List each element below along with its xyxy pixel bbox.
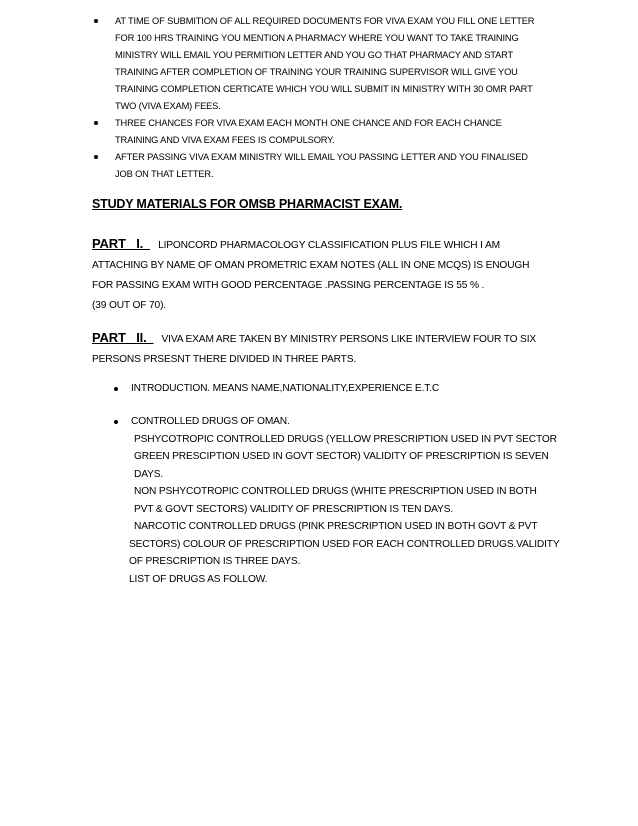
text-line: NARCOTIC CONTROLLED DRUGS (PINK PRESCRIPTION USED IN BOTH GOVT & PVT xyxy=(134,521,538,532)
text-line: INTRODUCTION. MEANS NAME,NATIONALITY,EXPERIENCE E.T.C xyxy=(131,383,440,394)
text-line: PVT & GOVT SECTORS) VALIDITY OF PRESCRIPTION IS TEN DAYS. xyxy=(134,503,454,515)
section-heading: STUDY MATERIALS FOR OMSB PHARMACIST EXAM. xyxy=(92,197,403,211)
list-item xyxy=(92,149,572,183)
text-line: THREE CHANCES FOR VIVA EXAM EACH MONTH ONE CHANCE AND FOR EACH CHANCE xyxy=(115,118,502,128)
part-one-paragraph xyxy=(92,234,572,316)
text-line: VIVA EXAM ARE TAKEN BY MINISTRY PERSONS LIKE INTERVIEW FOUR TO SIX xyxy=(161,334,537,345)
bullet-icon xyxy=(114,387,118,391)
text-line: MINISTRY WILL EMAIL YOU PERMITION LETTER AND YOU GO THAT PHARMACY AND START xyxy=(115,50,514,60)
text-line: NON PSHYCOTROPIC CONTROLLED DRUGS (WHITE PRESCRIPTION USED IN BOTH xyxy=(134,486,537,497)
text-line: TRAINING AND VIVA EXAM FEES IS COMPULSORY. xyxy=(115,135,335,145)
text-line: AT TIME OF SUBMITION OF ALL REQUIRED DOCUMENTS FOR VIVA EXAM YOU FILL ONE LETTER xyxy=(115,16,535,26)
bullet-icon xyxy=(94,155,98,159)
text-line: FOR 100 HRS TRAINING YOU MENTION A PHARMACY WHERE YOU WANT TO TAKE TRAINING xyxy=(115,33,519,43)
part-two-paragraph xyxy=(92,328,572,370)
text-line: AFTER PASSING VIVA EXAM MINISTRY WILL EMAIL YOU PASSING LETTER AND YOU FINALISED xyxy=(115,152,528,162)
list-item xyxy=(92,13,572,115)
list-item xyxy=(113,380,583,398)
text-line: TWO (VIVA EXAM) FEES. xyxy=(115,101,221,111)
part-one-label: PART I. xyxy=(92,236,151,251)
text-line: DAYS. xyxy=(134,468,164,480)
text-line: LIST OF DRUGS AS FOLLOW. xyxy=(129,573,268,585)
bullet-icon xyxy=(114,420,118,424)
text-line: TRAINING COMPLETION CERTICATE WHICH YOU WILL SUBMIT IN MINISTRY WITH 30 OMR PART xyxy=(115,84,533,94)
text-line: OF PRESCRIPTION IS THREE DAYS. xyxy=(129,556,301,567)
text-line: TRAINING AFTER COMPLETION OF TRAINING YOUR TRAINING SUPERVISOR WILL GIVE YOU xyxy=(115,67,518,77)
text-line: LIPONCORD PHARMACOLOGY CLASSIFICATION PLUS FILE WHICH I AM xyxy=(158,240,500,251)
text-line: (39 OUT OF 70). xyxy=(92,300,166,311)
intro-bullet-list xyxy=(113,380,583,398)
top-bullet-list xyxy=(92,13,572,183)
part-two-label: PART II. xyxy=(92,330,154,345)
controlled-drugs-list xyxy=(113,413,583,588)
list-item xyxy=(92,115,572,149)
text-line: CONTROLLED DRUGS OF OMAN. xyxy=(131,416,290,427)
list-item xyxy=(113,413,583,588)
text-line: FOR PASSING EXAM WITH GOOD PERCENTAGE .PASSING PERCENTAGE IS 55 % . xyxy=(92,280,485,291)
bullet-icon xyxy=(94,121,98,125)
bullet-icon xyxy=(94,19,98,23)
text-line: SECTORS) COLOUR OF PRESCRIPTION USED FOR EACH CONTROLLED DRUGS.VALIDITY xyxy=(129,538,560,550)
text-line: JOB ON THAT LETTER. xyxy=(115,169,214,179)
text-line: PERSONS PRSESNT THERE DIVIDED IN THREE PARTS. xyxy=(92,354,357,365)
text-line: PSHYCOTROPIC CONTROLLED DRUGS (YELLOW PRESCRIPTION USED IN PVT SECTOR xyxy=(134,433,557,445)
text-line: GREEN PRESCIPTION USED IN GOVT SECTOR) VALIDITY OF PRESCRIPTION IS SEVEN xyxy=(134,451,549,462)
text-line: ATTACHING BY NAME OF OMAN PROMETRIC EXAM NOTES (ALL IN ONE MCQS) IS ENOUGH xyxy=(92,260,530,271)
